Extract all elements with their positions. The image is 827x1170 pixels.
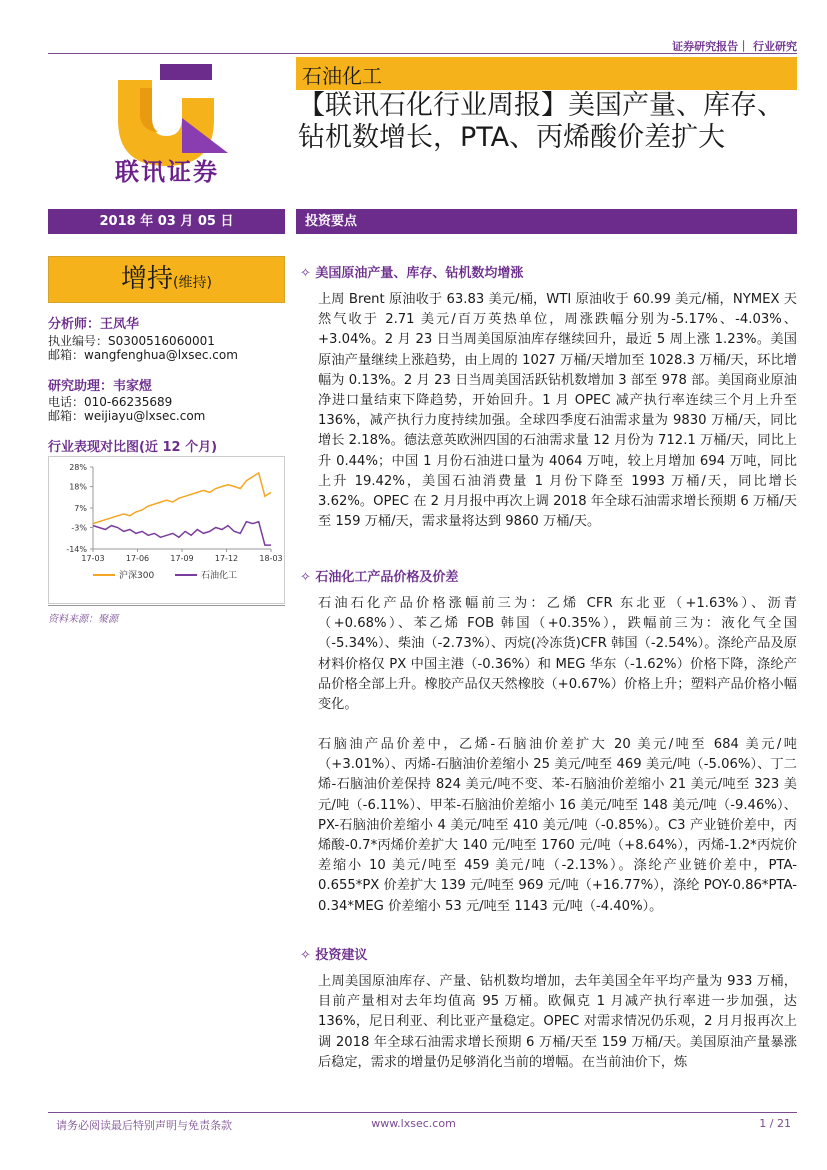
company-logo-text: 联讯证券 xyxy=(115,157,219,186)
rating-box xyxy=(48,256,285,303)
chart-y-tick-label: 28% xyxy=(69,463,87,472)
chart-y-tick-label: 7% xyxy=(74,504,87,513)
report-date: 2018 年 03 月 05 日 xyxy=(48,209,285,234)
top-divider xyxy=(48,53,797,54)
assistant-phone: 电话：010-66235689 xyxy=(48,395,173,409)
section-text-advice: 上周美国原油库存、产量、钻机数均增加，去年美国全年平均产量为 933 万桶，目前产量相对去年均值高 95 万桶。欧佩克 1 月减产执行率进一步加强，达 136%，尼日利亚、利比亚产量稳定。OPEC 对需求情况仍乐观，2 月月报再次上调 2018 年全球石油需求增长预期 6 万桶/天至 159 万桶/天。美国原油产量暴涨后稳定，需求的增量仍足够消化当前的增幅。在当前油价下，炼 xyxy=(318,974,797,1070)
chart-series-line-1 xyxy=(93,473,271,524)
section-title-oil: ✧ 美国原油产量、库存、钻机数均增涨 xyxy=(300,266,524,281)
section-title-prices: ✧ 石油化工产品价格及价差 xyxy=(300,570,459,585)
sector-label: 石油化工 xyxy=(302,64,382,88)
footer-divider xyxy=(48,1112,797,1113)
footer-disclaimer[interactable]: 请务必阅读最后特别声明与免责条款 xyxy=(56,1119,232,1132)
report-type-tag: 证券研究报告｜ 行业研究 xyxy=(672,40,797,53)
chart-y-tick-label: -3% xyxy=(71,523,87,533)
chart-x-tick-label: 17-12 xyxy=(214,554,239,563)
chart-title: 行业表现对比图(近 12 个月) xyxy=(48,440,218,455)
chart-x-tick-label: 17-09 xyxy=(170,554,194,563)
analyst-name: 分析师：王凤华 xyxy=(48,317,140,332)
footer-website[interactable]: www.lxsec.com xyxy=(371,1117,456,1130)
section-text-prices: 石油石化产品价格涨幅前三为：乙烯 CFR 东北亚（+1.63%）、沥青（+0.68%）、苯乙烯 FOB 韩国（+0.35%），跌幅前三为：液化气全国（-5.34%）、柴油（-2.73%）、丙烷(冷冻货)CFR 韩国（-2.54%）。涤纶产品及原材料价格仅 PX 中国主港（-0.36%）和 MEG 华东（-1.62%）价格下降，涤纶产品价格全部上升。橡胶产品仅天然橡胶（+0.67%）价格上升；塑料产品价格小幅变化。 xyxy=(318,596,797,713)
chart-legend-label: 石油化工 xyxy=(201,571,238,581)
chart-y-tick-label: -14% xyxy=(66,545,87,554)
chart-x-tick-label: 17-03 xyxy=(81,554,105,563)
chart-x-tick-label: 17-06 xyxy=(125,554,150,563)
rating-main: 增持 xyxy=(121,264,174,294)
report-title: 【联讯石化行业周报】美国产量、库存、钻机数增长，PTA、丙烯酸价差扩大 xyxy=(298,90,784,153)
section-text-oil: 上周 Brent 原油收于 63.83 美元/桶，WTI 原油收于 60.99 美元/桶，NYMEX 天然气收于 2.71 美元/百万英热单位，周涨跌幅分别为-5.17%、-4.03%、+3.04%。2 月 23 日当周美国原油库存继续回升，最近 5 周上涨 1.23%。美国原油产量继续上涨趋势，由上周的 1027 万桶/天增加至 1028.3 万桶/天，环比增幅为 0.13%。2 月 23 日当周美国活跃钻机数增加 3 部至 978 部。美国商业原油净进口量结束下降趋势，开始回升。1 月 OPEC 减产执行率连续三个月上升至 136%，减产执行力度持续加强。全球四季度石油需求量为 9830 万桶/天，同比增长 2.18%。德法意英欧洲四国的石油需求量 12 月份为 712.1 万桶/天，同比上升 0.44%；中国 1 月份石油进口量为 4064 万吨，较上月增加 694 万吨，同比上升 19.42%，美国石油消费量 1 月份下降至 1993 万桶/天，同比增长 3.62%。OPEC 在 2 月月报中再次上调 2018 年全球石油需求增长预期 6 万桶/天至 159 万桶/天，需求量将达到 9860 万桶/天。 xyxy=(318,292,797,530)
section-text-spreads: 石脑油产品价差中，乙烯-石脑油价差扩大 20 美元/吨至 684 美元/吨（+3.01%）、丙烯-石脑油价差缩小 25 美元/吨至 469 美元/吨（-5.06%）、丁二烯-石脑油价差保持 824 美元/吨不变、苯-石脑油价差缩小 21 美元/吨至 323 美元/吨（-6.11%）、甲苯-石脑油价差缩小 16 美元/吨至 148 美元/吨（-9.46%）、PX-石脑油价差缩小 4 美元/吨至 410 美元/吨（-0.85%）。C3 产业链价差中，丙烯酸-0.7*丙烯价差扩大 140 元/吨至 1760 元/吨（+8.64%），丙烯-1.2*丙烷价差缩小 10 美元/吨至 459 美元/吨（-2.13%）。涤纶产业链价差中，PTA-0.655*PX 价差扩大 139 元/吨至 969 元/吨（+16.77%），涤纶 POY-0.86*PTA-0.34*MEG 价差缩小 53 元/吨至 1143 元/吨（-4.40%）。 xyxy=(318,737,797,914)
invest-header-label: 投资要点 xyxy=(305,214,358,229)
analyst-email: 邮箱：wangfenghua@lxsec.com xyxy=(48,348,238,362)
chart-x-tick-label: 18-03 xyxy=(259,554,283,563)
assistant-name: 研究助理：韦家煜 xyxy=(48,379,153,394)
chart-source: 资料来源：聚源 xyxy=(48,614,118,625)
chart-container xyxy=(48,456,285,604)
analyst-cert: 执业编号：S0300516060001 xyxy=(48,334,215,348)
chart-divider xyxy=(48,605,285,606)
invest-header-bar xyxy=(296,209,797,234)
assistant-email: 邮箱：weijiayu@lxsec.com xyxy=(48,409,206,423)
performance-chart xyxy=(49,457,284,603)
section-title-advice: ✧ 投资建议 xyxy=(300,948,368,963)
rating-sub: (维持) xyxy=(173,275,212,291)
chart-legend-label: 沪深300 xyxy=(119,571,155,581)
chart-series-line-2 xyxy=(93,522,271,545)
page-number: 1 / 21 xyxy=(759,1117,791,1130)
chart-y-tick-label: 18% xyxy=(69,482,87,492)
